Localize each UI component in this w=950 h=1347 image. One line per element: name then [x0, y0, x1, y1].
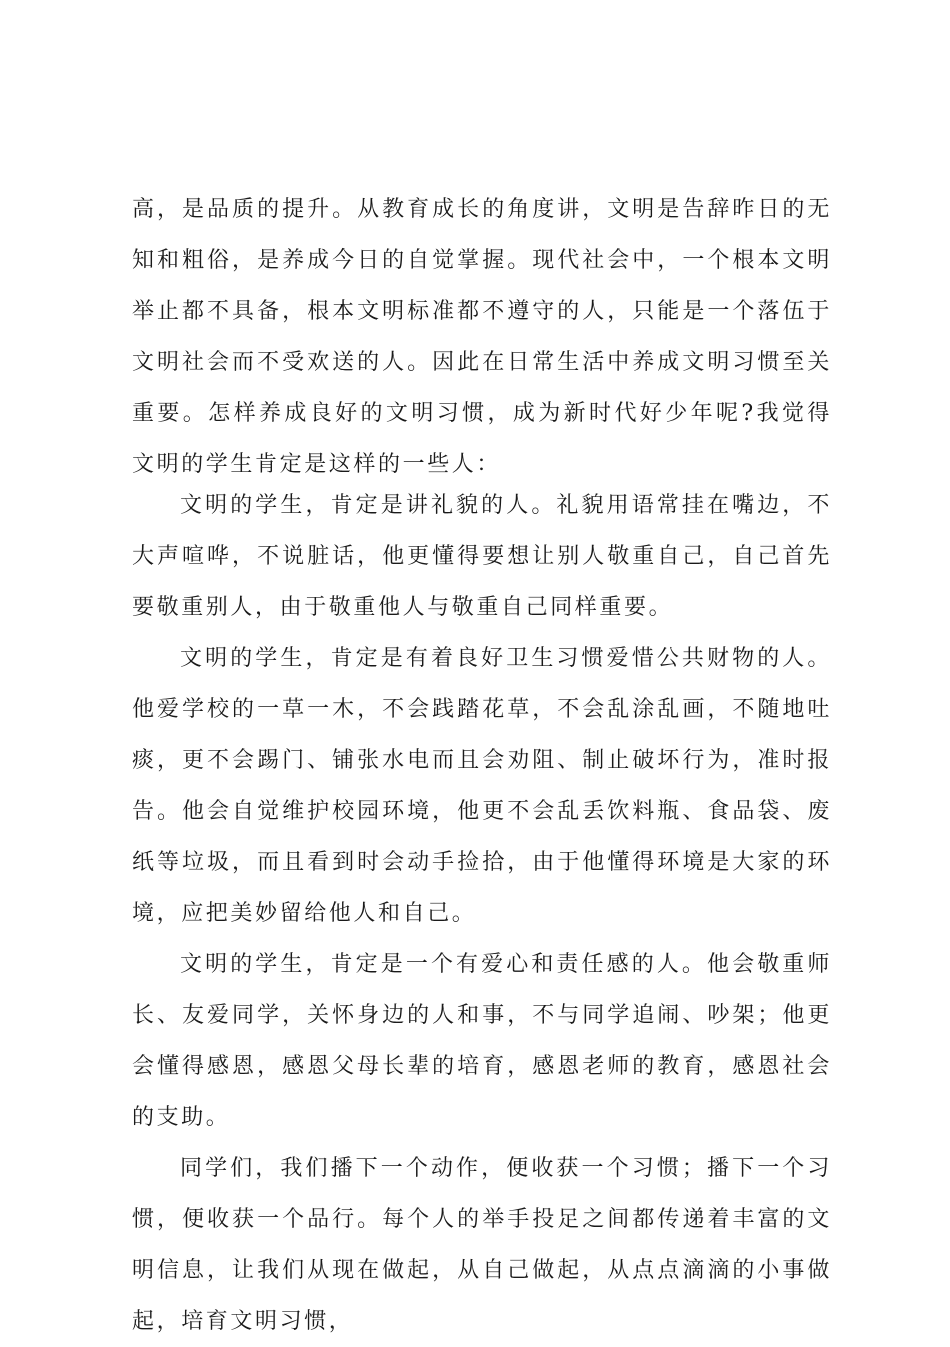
paragraph-politeness: 文明的学生，肯定是讲礼貌的人。礼貌用语常挂在嘴边，不大声喧哗，不说脏话，他更懂得要想让别人敬重自己，自己首先要敬重别人，由于敬重他人与敬重自己同样重要。 — [132, 493, 832, 620]
paragraph-hygiene: 文明的学生，肯定是有着良好卫生习惯爱惜公共财物的人。他爱学校的一草一木，不会践踏花草，不会乱涂乱画，不随地吐痰，更不会踢门、铺张水电而且会劝阻、制止破坏行为，准时报告。他会自觉维护校园环境，他更不会乱丢饮料瓶、食品袋、废纸等垃圾，而且看到时会动手捡拾，由于他懂得环境是大家的环境，应把美妙留给他人和自己。 — [132, 646, 832, 926]
paragraph-responsibility: 文明的学生，肯定是一个有爱心和责任感的人。他会敬重师长、友爱同学，关怀身边的人和事，不与同学追闹、吵架；他更会懂得感恩，感恩父母长辈的培育，感恩老师的教育，感恩社会的支助。 — [132, 952, 832, 1130]
continuation-paragraph: 高，是品质的提升。从教育成长的角度讲，文明是告辞昨日的无知和粗俗，是养成今日的自觉掌握。现代社会中，一个根本文明举止都不具备，根本文明标准都不遵守的人，只能是一个落伍于文明社会而不受欢送的人。因此在日常生活中养成文明习惯至关重要。怎样养成良好的文明习惯，成为新时代好少年呢?我觉得文明的学生肯定是这样的一些人： — [132, 197, 832, 477]
main-text-block — [132, 480, 832, 1347]
top-text-block — [132, 184, 832, 490]
paragraph-closing: 同学们，我们播下一个动作，便收获一个习惯；播下一个习惯，便收获一个品行。每个人的举手投足之间都传递着丰富的文明信息，让我们从现在做起，从自己做起，从点点滴滴的小事做起，培育文明习惯， — [132, 1156, 832, 1334]
